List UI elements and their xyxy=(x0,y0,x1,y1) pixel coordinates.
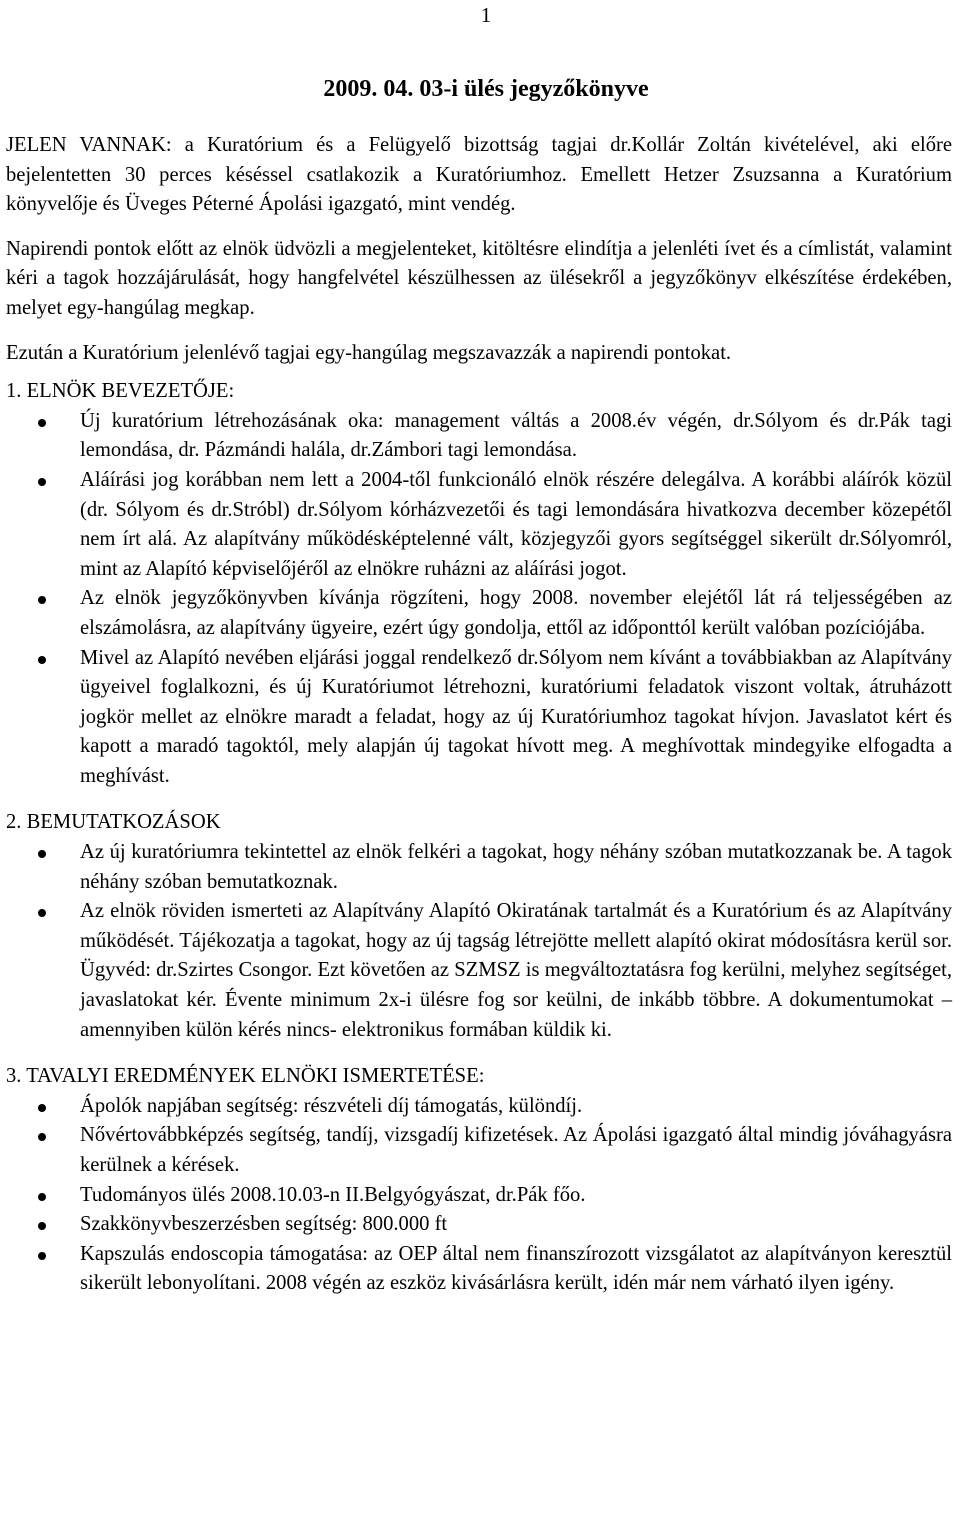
list-item: Mivel az Alapító nevében eljárási joggal rendelkező dr.Sólyom nem kívánt a továbbiakban az Alapítvány ügyeivel foglalkozni, és új Kuratóriumot létrehozni, kuratóriumi feladatok viszont voltak, átruházott jogkör mellet az elnökre maradt a feladat, hogy az új Kuratóriumhoz tagokat hívjon. Javaslatot kért és kapott a maradó tagoktól, mely alapján új tagokat hívott meg. A meghívottak mindegyike elfogadta a meghívást. xyxy=(6,644,952,792)
bullet-icon xyxy=(38,596,46,604)
list-item: Kapszulás endoscopia támogatása: az OEP által nem finanszírozott vizsgálatot az alapítványon keresztül sikerült lebonyolítani. 2008 végén az eszköz kivásárlásra került, idén már nem várható ilyen igény. xyxy=(6,1240,952,1299)
list-item: Szakkönyvbeszerzésben segítség: 800.000 ft xyxy=(6,1210,952,1240)
agenda-vote-paragraph: Ezután a Kuratórium jelenlévő tagjai egy-hangúlag megszavazzák a napirendi pontokat. xyxy=(6,341,732,364)
list-item: Aláírási jog korábban nem lett a 2004-től funkcionáló elnök részére delegálva. A korábbi aláírók közül (dr. Sólyom és dr.Stróbl) dr.Sólyom kórházvezetői és tagi lemondására hivatkozva december közepétől nem írt alá. Az alapítvány működésképtelenné vált, közjegyzői gyors segítséggel sikerült dr.Sólyomról, mint az Alapító képviselőjéről az elnökre ruházni az aláírási jogot. xyxy=(6,466,952,584)
section-heading-2: 2. BEMUTATKOZÁSOK xyxy=(6,811,221,834)
document-body xyxy=(6,131,952,1299)
list-item: Új kuratórium létrehozásának oka: management váltás a 2008.év végén, dr.Sólyom és dr.Pák tagi lemondása, dr. Pázmándi halála, dr.Zámbori tagi lemondása. xyxy=(6,407,952,466)
section-3-list xyxy=(6,1092,952,1299)
page-number: 1 xyxy=(480,3,492,27)
bullet-icon xyxy=(38,850,46,858)
list-item: Nővértovábbképzés segítség, tandíj, vizsgadíj kifizetések. Az Ápolási igazgató által mindig jóváhagyásra kerülnek a kérések. xyxy=(6,1121,952,1180)
list-item: Tudományos ülés 2008.10.03-n II.Belgyógyászat, dr.Pák főo. xyxy=(6,1181,952,1211)
bullet-icon xyxy=(38,909,46,917)
bullet-icon xyxy=(38,478,46,486)
bullet-icon xyxy=(38,1193,46,1201)
section-heading-3: 3. TAVALYI EREDMÉNYEK ELNÖKI ISMERTETÉSE: xyxy=(6,1065,485,1088)
bullet-icon xyxy=(38,1222,46,1230)
section-1-list xyxy=(6,407,952,792)
section-heading-1: 1. ELNÖK BEVEZETŐJE: xyxy=(6,380,235,403)
bullet-icon xyxy=(38,1133,46,1141)
list-item: Az elnök röviden ismerteti az Alapítvány Alapító Okiratának tartalmát és a Kuratórium és az Alapítvány működését. Tájékozatja a tagokat, hogy az új tagság létrejötte mellett alapító okirat módosításra kerül sor. Ügyvéd: dr.Szirtes Csongor. Ezt követően az SZMSZ is megváltoztatásra fog kerülni, melyhez segítséget, javaslatokat kér. Évente minimum 2x-i ülésre fog sor keülni, de inkább többre. A dokumentumokat –amennyiben külön kérés nincs- elektronikus formában küldik ki. xyxy=(6,897,952,1045)
bullet-icon xyxy=(38,1104,46,1112)
bullet-icon xyxy=(38,419,46,427)
section-2-list xyxy=(6,838,952,1045)
page-title: 2009. 04. 03-i ülés jegyzőkönyve xyxy=(323,76,649,102)
list-item: Az új kuratóriumra tekintettel az elnök felkéri a tagokat, hogy néhány szóban mutatkozzanak be. A tagok néhány szóban bemutatkoznak. xyxy=(6,838,952,897)
list-item: Ápolók napjában segítség: részvételi díj támogatás, különdíj. xyxy=(6,1092,952,1122)
bullet-icon xyxy=(38,1252,46,1260)
intro-paragraph: Napirendi pontok előtt az elnök üdvözli a megjelenteket, kitöltésre elindítja a jelenléti ívet és a címlistát, valamint kéri a tagok hozzájárulását, hogy hangfelvétel készülhessen az ülésekről a jegyzőkönyv elkészítése érdekében, melyet egy-hangúlag megkap. xyxy=(6,237,952,319)
bullet-icon xyxy=(38,656,46,664)
list-item: Az elnök jegyzőkönyvben kívánja rögzíteni, hogy 2008. november elejétől lát rá teljességében az elszámolásra, az alapítvány ügyeire, ezért úgy gondolja, ettől az időponttól került valóban pozíciójába. xyxy=(6,584,952,643)
attendance-paragraph: JELEN VANNAK: a Kuratórium és a Felügyelő bizottság tagjai dr.Kollár Zoltán kivételével, aki előre bejelentetten 30 perces késéssel csatlakozik a Kuratóriumhoz. Emellett Hetzer Zsuzsanna a Kuratórium könyvelője és Üveges Péterné Ápolási igazgató, mint vendég. xyxy=(6,134,952,216)
